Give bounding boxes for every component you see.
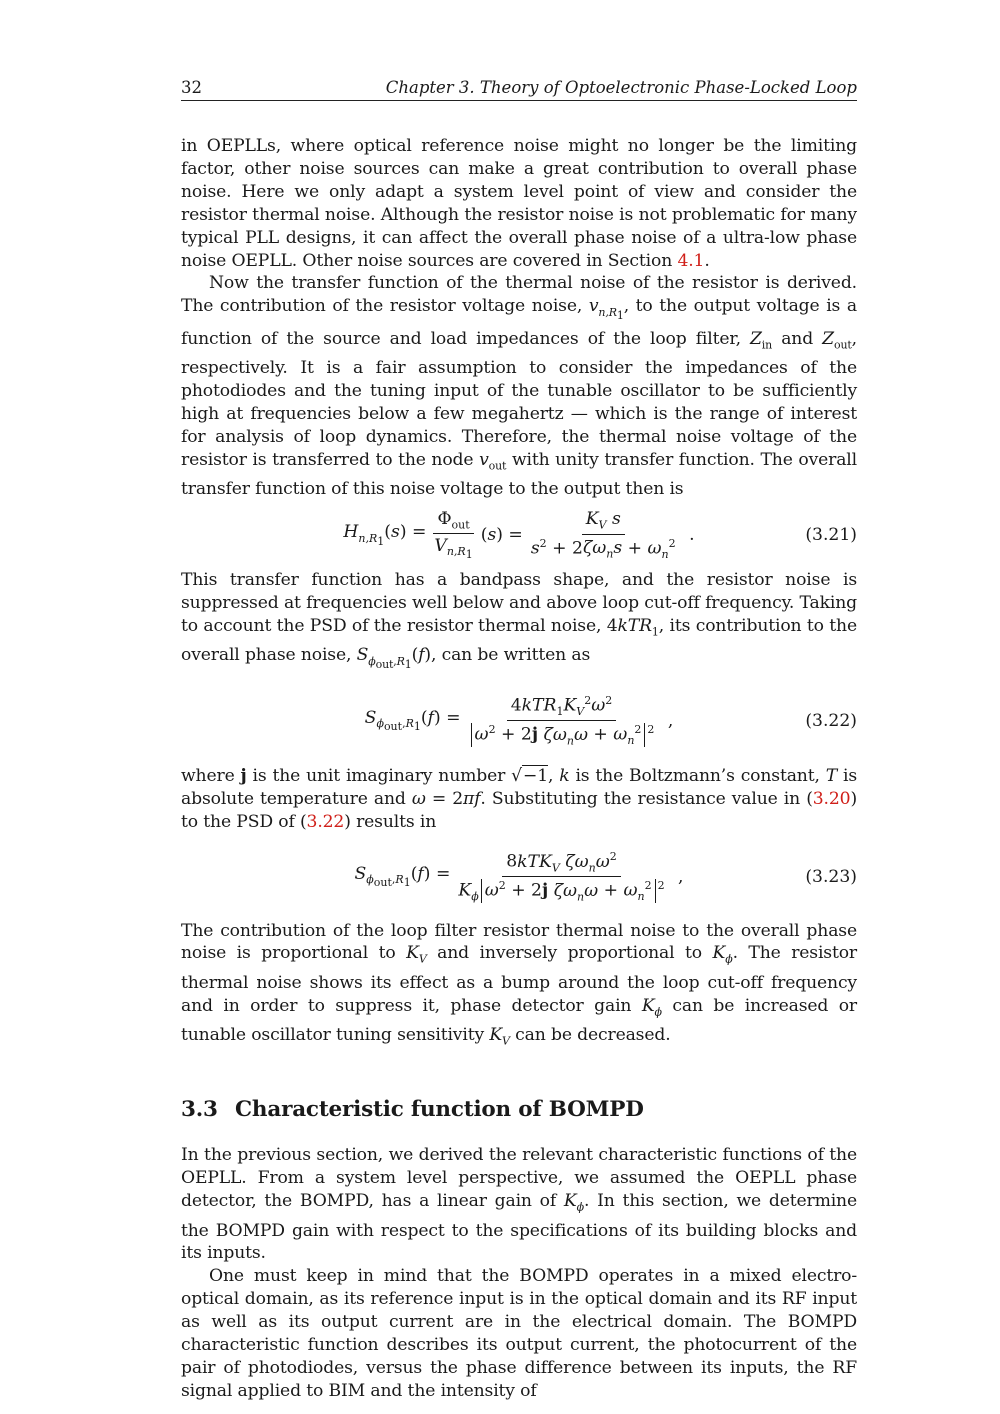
- running-header: [181, 78, 857, 101]
- chapter-title: Chapter 3. Theory of Optoelectronic Phase-Locked Loop: [385, 78, 857, 97]
- equation-number: (3.23): [805, 866, 857, 887]
- paragraph-3: This transfer function has a bandpass shape, and the resistor noise is suppressed at frequencies well below and above loop cut-off frequency. Taking to account the PSD of the resistor thermal noise, 4kTR$_1$, its contribution to the overall phase noise, $S_{\phi_{out},R_1}(f)$, can be written as: [181, 570, 857, 671]
- page-number: 32: [181, 78, 202, 97]
- paragraph-4: where j is the unit imaginary number √−1, k is the Boltzmann’s constant, T is absolute temperature and ω = 2πf. Substituting the resistance value in (3.20) to the PSD of (3.22) results in: [181, 765, 857, 832]
- equation-3-23: $S_{\phi_{out},R_1}(f)$ = $\frac{8kTK_V \zeta\omega_n\omega^2}{K_\phi \omega^2 + 2j \zeta\omega_n\omega + \omega_n^2 ^2}$ , (3.23): [354, 849, 857, 904]
- equation-3-22: $S_{\phi_{out},R_1}(f)$ = $\frac{4kTR_1K_V^2\omega^2}{\omega^2 + 2j \zeta\omega_n\omega + \omega_n^2 ^2}$ , (3.22): [364, 694, 857, 748]
- equation-number: (3.22): [805, 710, 857, 731]
- page-body: [181, 78, 857, 1403]
- section-ref-link[interactable]: 4.1: [677, 250, 705, 271]
- equation-3-21: $H_{n,R_1}(s)$ = $\frac{\Phi_{out}}{V_{n,R_1}}$ (s) = $\frac{K_V s}{s^2 + 2\zeta\omega_ns + \omega_n^2}$ . (3.21): [343, 508, 857, 562]
- equation-ref-link[interactable]: 3.22: [306, 811, 345, 832]
- paragraph-2: Now the transfer function of the thermal noise of the resistor is derived. The contribution of the resistor voltage noise, $v_{n,R_1}$, to the output voltage is a function of the source and load impedances of the loop filter, $Z_{in}$ and $Z_{out}$, respectively. It is a fair assumption to consider the impedances of the photodiodes and the tuning input of the tunable oscillator to be sufficiently high at frequencies below a few megahertz — which is the range of interest for analysis of loop dynamics. Therefore, the thermal noise voltage of the resistor is transferred to the node $v_{out}$ with unity transfer function. The overall transfer function of this noise voltage to the output then is: [181, 273, 858, 500]
- section-number: 3.3: [181, 1097, 218, 1123]
- equation-number: (3.21): [805, 525, 857, 546]
- paragraph-6: In the previous section, we derived the relevant characteristic functions of the OEPLL. From a system level perspective, we assumed the OEPLL phase detector, the BOMPD, has a linear gain of $K_\phi$. In this section, we determine the BOMPD gain with respect to the specifications of its building blocks and its inputs.: [181, 1145, 858, 1264]
- section-heading: [181, 1097, 857, 1122]
- section-title: Characteristic function of BOMPD: [235, 1097, 644, 1123]
- equation-ref-link[interactable]: 3.20: [812, 788, 851, 809]
- paragraph-1: in OEPLLs, where optical reference noise might no longer be the limiting factor, other noise sources can make a great contribution to overall phase noise. Here we only adapt a system level point of view and consider the resistor thermal noise. Although the resistor noise is not problematic for many typical PLL designs, it can affect the overall phase noise of a ultra-low phase noise OEPLL. Other noise sources are covered in Section 4.1.: [181, 136, 857, 271]
- paragraph-7: One must keep in mind that the BOMPD operates in a mixed electro-optical domain, as its reference input is in the optical domain and its RF input as well as its output current are in the electrical domain. The BOMPD characteristic function describes its output current, the photocurrent of the pair of photodiodes, versus the phase difference between its inputs, the RF signal applied to BIM and the intensity of: [181, 1266, 857, 1401]
- paragraph-5: The contribution of the loop filter resistor thermal noise to the overall phase noise is proportional to $K_V$ and inversely proportional to $K_\phi$. The resistor thermal noise shows its effect as a bump around the loop cut-off frequency and in order to suppress it, phase detector gain $K_\phi$ can be increased or tunable oscillator tuning sensitivity $K_V$ can be decreased.: [181, 920, 857, 1048]
